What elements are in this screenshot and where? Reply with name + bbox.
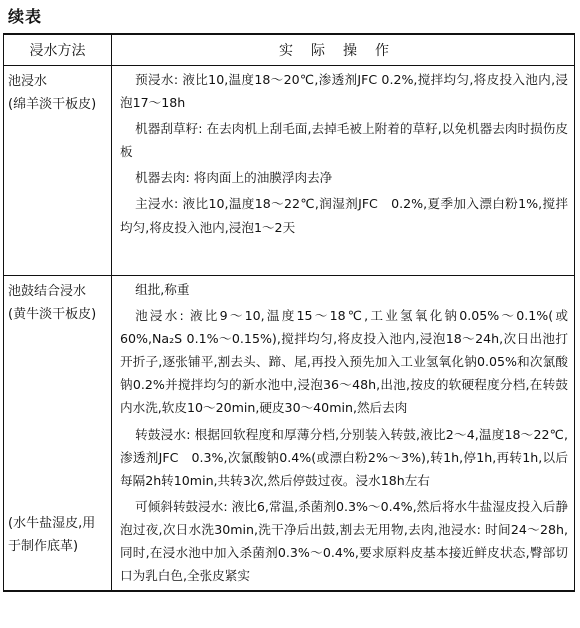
operation-paragraph: 池浸水: 液比9～10,温度15～18℃,工业氢氧化钠0.05%～0.1%(或60%,Na₂S 0.1%～0.15%),搅拌均匀,将皮投入池内,浸泡18～24h,次日出池打开折子,逐张铺平,割去头、蹄、尾,再投入预先加入工业氢氧化钠0.05%和次氯酸钠0.2%并搅拌均匀的新水池中,浸泡36～48h,出池,按皮的软硬程度分档,在转鼓内水洗,软皮10～20min,硬皮30～40min,然后去肉 (120, 308, 568, 416)
method-name: 池鼓结合浸水 (8, 284, 87, 299)
method-cell (4, 66, 112, 276)
operation-cell (112, 66, 575, 276)
operation-paragraph: 机器刮草籽: 在去肉机上刮毛面,去掉毛被上附着的草籽,以免机器去肉时损伤皮板 (120, 121, 568, 160)
table-caption: 续表 (8, 7, 43, 26)
header-operation: 实际操作 (112, 34, 575, 66)
operation-paragraph: 转鼓浸水: 根据回软程度和厚薄分档,分别装入转鼓,液比2～4,温度18～22℃,渗透剂JFC 0.3%,次氯酸钠0.4%(或漂白粉2%～3%),转1h,停1h,再转1h,以后每隔2h转10min,共转3次,然后停鼓过夜。浸水18h左右 (120, 426, 568, 488)
table-row (4, 276, 575, 592)
method-cell (4, 276, 112, 592)
table-header-row (4, 34, 575, 66)
operation-paragraph: 主浸水: 液比10,温度18～22℃,润湿剂JFC 0.2%,夏季加入漂白粉1%,搅拌均匀,将皮投入池内,浸泡1～2天 (120, 196, 568, 235)
operation-paragraph: 机器去肉: 将肉面上的油膜浮肉去净 (135, 170, 333, 186)
operation-paragraph: 预浸水: 液比10,温度18～20℃,渗透剂JFC 0.2%,搅拌均匀,将皮投入池内,浸泡17～18h (120, 72, 568, 111)
method-material-secondary-cont: 于制作底革) (8, 539, 79, 554)
method-material: (绵羊淡干板皮) (8, 97, 97, 112)
soaking-methods-table (3, 33, 575, 592)
operation-paragraph: 可倾斜转鼓浸水: 液比6,常温,杀菌剂0.3%～0.4%,然后将水牛盐湿皮投入后静泡过夜,次日水洗30min,洗干净后出鼓,割去无用物,去肉,池浸水: 时间24～28h,同时,在浸水池中加入杀菌剂0.3%～0.4%,要求原料皮基本接近鲜皮状态,臀部切口为乳白色,全张皮紧实 (120, 498, 568, 584)
method-material: (黄牛淡干板皮) (8, 307, 97, 322)
operation-paragraph: 组批,称重 (135, 282, 190, 297)
method-name: 池浸水 (8, 74, 48, 89)
operation-cell (112, 276, 575, 592)
header-method: 浸水方法 (4, 34, 112, 66)
table-row (4, 66, 575, 276)
method-material-secondary: (水牛盐湿皮,用 (8, 516, 96, 531)
